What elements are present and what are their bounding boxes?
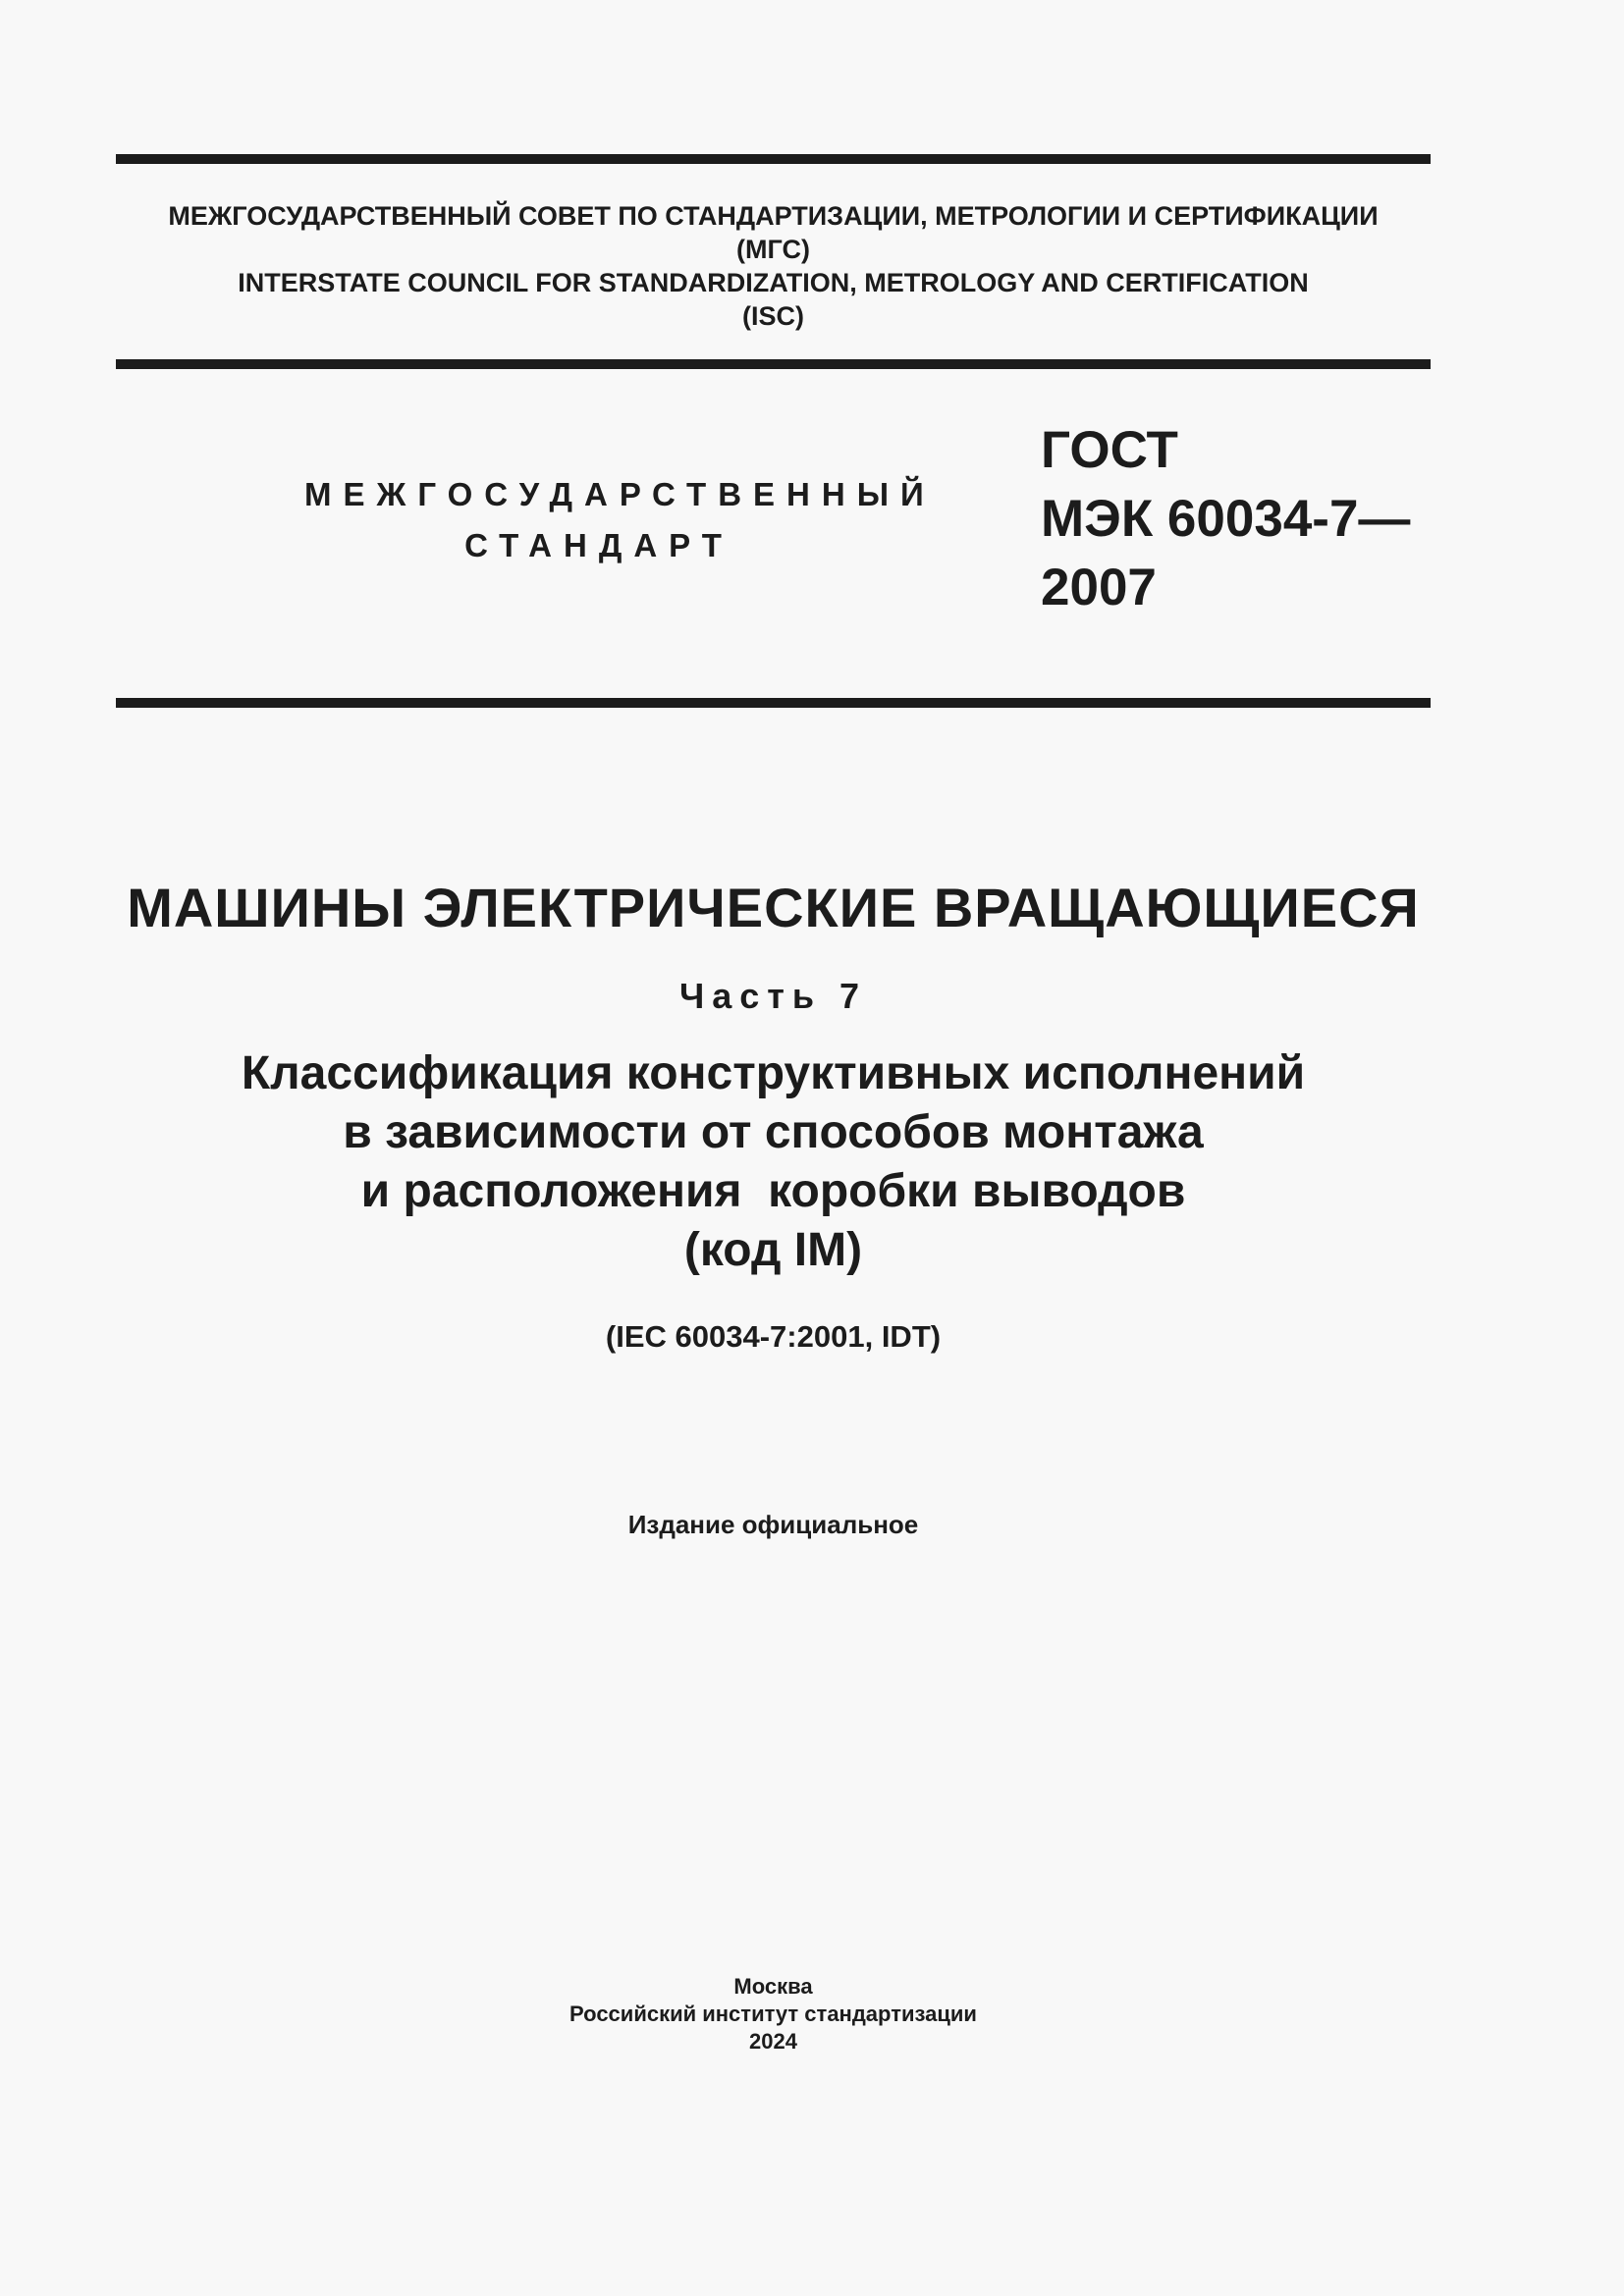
publication-year: 2024 [749,2029,797,2054]
standard-type-line2: СТАНДАРТ [464,527,733,563]
standard-designation [1041,416,1410,622]
council-header [116,199,1431,333]
iec-reference: (IEC 60034-7:2001, IDT) [605,1319,942,1354]
header-bottom-rule [116,359,1431,369]
designation-bottom-rule [116,698,1431,708]
council-abbr-en: (ISC) [742,301,804,331]
council-name-ru: МЕЖГОСУДАРСТВЕННЫЙ СОВЕТ ПО СТАНДАРТИЗАЦИИ, МЕТРОЛОГИИ И СЕРТИФИКАЦИИ [168,201,1379,231]
publisher-block [116,1973,1431,2056]
subtitle-line: и расположения коробки выводов [360,1165,1186,1217]
publisher-name: Российский институт стандартизации [569,2002,977,2026]
designation-line2: МЭК 60034-7— [1041,490,1411,548]
council-name-en: INTERSTATE COUNCIL FOR STANDARDIZATION, METROLOGY AND CERTIFICATION [238,268,1309,297]
top-rule [116,154,1431,164]
document-subtitle [116,1044,1431,1280]
subtitle-line: Классификация конструктивных исполнений [241,1047,1306,1099]
designation-line3: 2007 [1041,559,1157,616]
part-number: Часть 7 [678,976,868,1016]
edition-label: Издание официальное [627,1510,919,1539]
subtitle-line: (код IM) [683,1224,863,1276]
subtitle-line: в зависимости от способов монтажа [343,1106,1204,1158]
standard-type [304,469,936,571]
publisher-city: Москва [733,1974,813,1999]
standard-type-line1: МЕЖГОСУДАРСТВЕННЫЙ [304,476,936,512]
council-abbr-ru: (МГС) [736,235,810,264]
document-title: МАШИНЫ ЭЛЕКТРИЧЕСКИЕ ВРАЩАЮЩИЕСЯ [127,877,1420,938]
designation-line1: ГОСТ [1041,421,1178,479]
